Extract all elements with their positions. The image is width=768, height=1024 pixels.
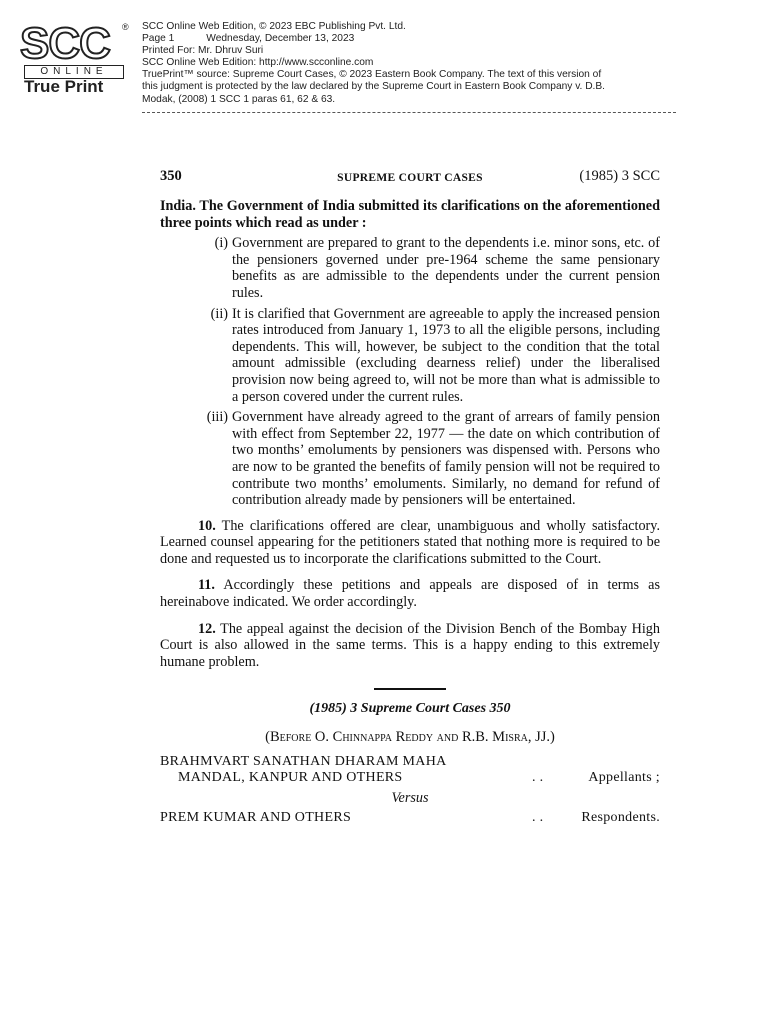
appellant-dots: . .	[532, 770, 544, 786]
header-printed-for: Printed For: Mr. Dhruv Suri	[142, 45, 264, 57]
judgment-page	[160, 168, 660, 827]
header-page-date	[142, 33, 742, 45]
respondent-name: PREM KUMAR AND OTHERS	[160, 810, 352, 826]
item-number: (iii)	[206, 409, 228, 426]
paragraph-number: 10.	[198, 517, 216, 534]
versus-label: Versus	[391, 789, 429, 806]
intro-paragraph: India. The Government of India submitted its clarifications on the aforementioned three points which read as under :	[160, 198, 660, 231]
clarification-item	[190, 409, 660, 509]
item-text: It is clarified that Government are agreeable to apply the increased pension rates introduced from January 1, 1973 to all the eligible persons, including dependents. This will, however, be subject to the condition that the total amount admissible (excluding dearness relief) under the liberalised provision now being agreed to, will not be more than what is admissible to a person covered under the current rules.	[232, 305, 660, 405]
header-source-line1: TruePrint™ source: Supreme Court Cases, © 2023 Eastern Book Company. The text of this version of	[142, 69, 602, 81]
item-number: (i)	[214, 235, 228, 252]
bench-line: (Before O. Chinnappa Reddy and R.B. Misra, JJ.)	[265, 729, 555, 746]
clarification-item	[190, 235, 660, 301]
section-divider	[374, 688, 446, 690]
appellant-line1: BRAHMVART SANATHAN DHARAM MAHA	[160, 753, 447, 769]
paragraph-11	[160, 577, 660, 610]
scc-online-logo	[18, 19, 136, 96]
paragraph-number: 12.	[198, 620, 216, 637]
appellant-line2	[160, 770, 660, 787]
case-citation: (1985) 3 Supreme Court Cases 350	[309, 701, 511, 717]
paragraph-12	[160, 621, 660, 671]
logo-online-text: ONLINE	[24, 65, 124, 79]
header-page-label: Page 1	[142, 33, 175, 45]
header-source-line3: Modak, (2008) 1 SCC 1 paras 61, 62 & 63.	[142, 93, 336, 105]
respondent-role: Respondents.	[581, 810, 660, 826]
print-header	[142, 21, 742, 106]
running-head	[160, 168, 660, 188]
paragraph-10	[160, 518, 660, 568]
appellant-role: Appellants ;	[588, 770, 660, 786]
logo-scc-text: SCC	[20, 19, 110, 68]
item-text: Government are prepared to grant to the dependents i.e. minor sons, etc. of the pensioners governed under pre-1964 scheme the same pensionary benefits as are admissible to the dependents under the current pension rules.	[232, 235, 660, 301]
running-citation: (1985) 3 SCC	[579, 168, 660, 184]
header-web-edition: SCC Online Web Edition: http://www.scconline.com	[142, 57, 374, 69]
page-number: 350	[160, 168, 182, 184]
item-number: (ii)	[210, 305, 228, 322]
header-copyright: SCC Online Web Edition, © 2023 EBC Publishing Pvt. Ltd.	[142, 21, 406, 32]
paragraph-text: The clarifications offered are clear, unambiguous and wholly satisfactory. Learned counsel appearing for the petitioners stated that nothing more is required to be done and requested us to incorporate the clarifications submitted to the Court.	[160, 517, 660, 567]
appellant-block	[160, 754, 660, 787]
clarification-item	[190, 306, 660, 406]
header-separator	[142, 112, 676, 113]
item-text: Government have already agreed to the grant of arrears of family pension with effect from September 22, 1977 — the date on which contribution of two months’ emoluments by pensioners was dispensed with. Persons who are now to be granted the benefits of family pension will not be required to contribute two months’ emoluments. Similarly, no demand for refund of contribution already made by pensioners will be entertained.	[232, 409, 660, 509]
paragraph-text: Accordingly these petitions and appeals are disposed of in terms as hereinabove indicated. We order accordingly.	[160, 577, 660, 611]
running-title: SUPREME COURT CASES	[337, 172, 483, 184]
respondent-dots: . .	[532, 810, 544, 826]
paragraph-text: The appeal against the decision of the Division Bench of the Bombay High Court is also allowed in the same terms. This is a happy ending to this extremely humane problem.	[160, 620, 660, 670]
respondent-block	[160, 810, 660, 827]
logo-true-print-text: True Print	[24, 77, 104, 96]
appellant-line2-text: MANDAL, KANPUR AND OTHERS	[178, 770, 403, 786]
header-source-line2: this judgment is protected by the law declared by the Supreme Court in Eastern Book Company v. D.B.	[142, 81, 606, 93]
header-date: Wednesday, December 13, 2023	[206, 33, 355, 45]
paragraph-number: 11.	[198, 577, 215, 594]
logo-registered-mark: ®	[122, 22, 129, 32]
